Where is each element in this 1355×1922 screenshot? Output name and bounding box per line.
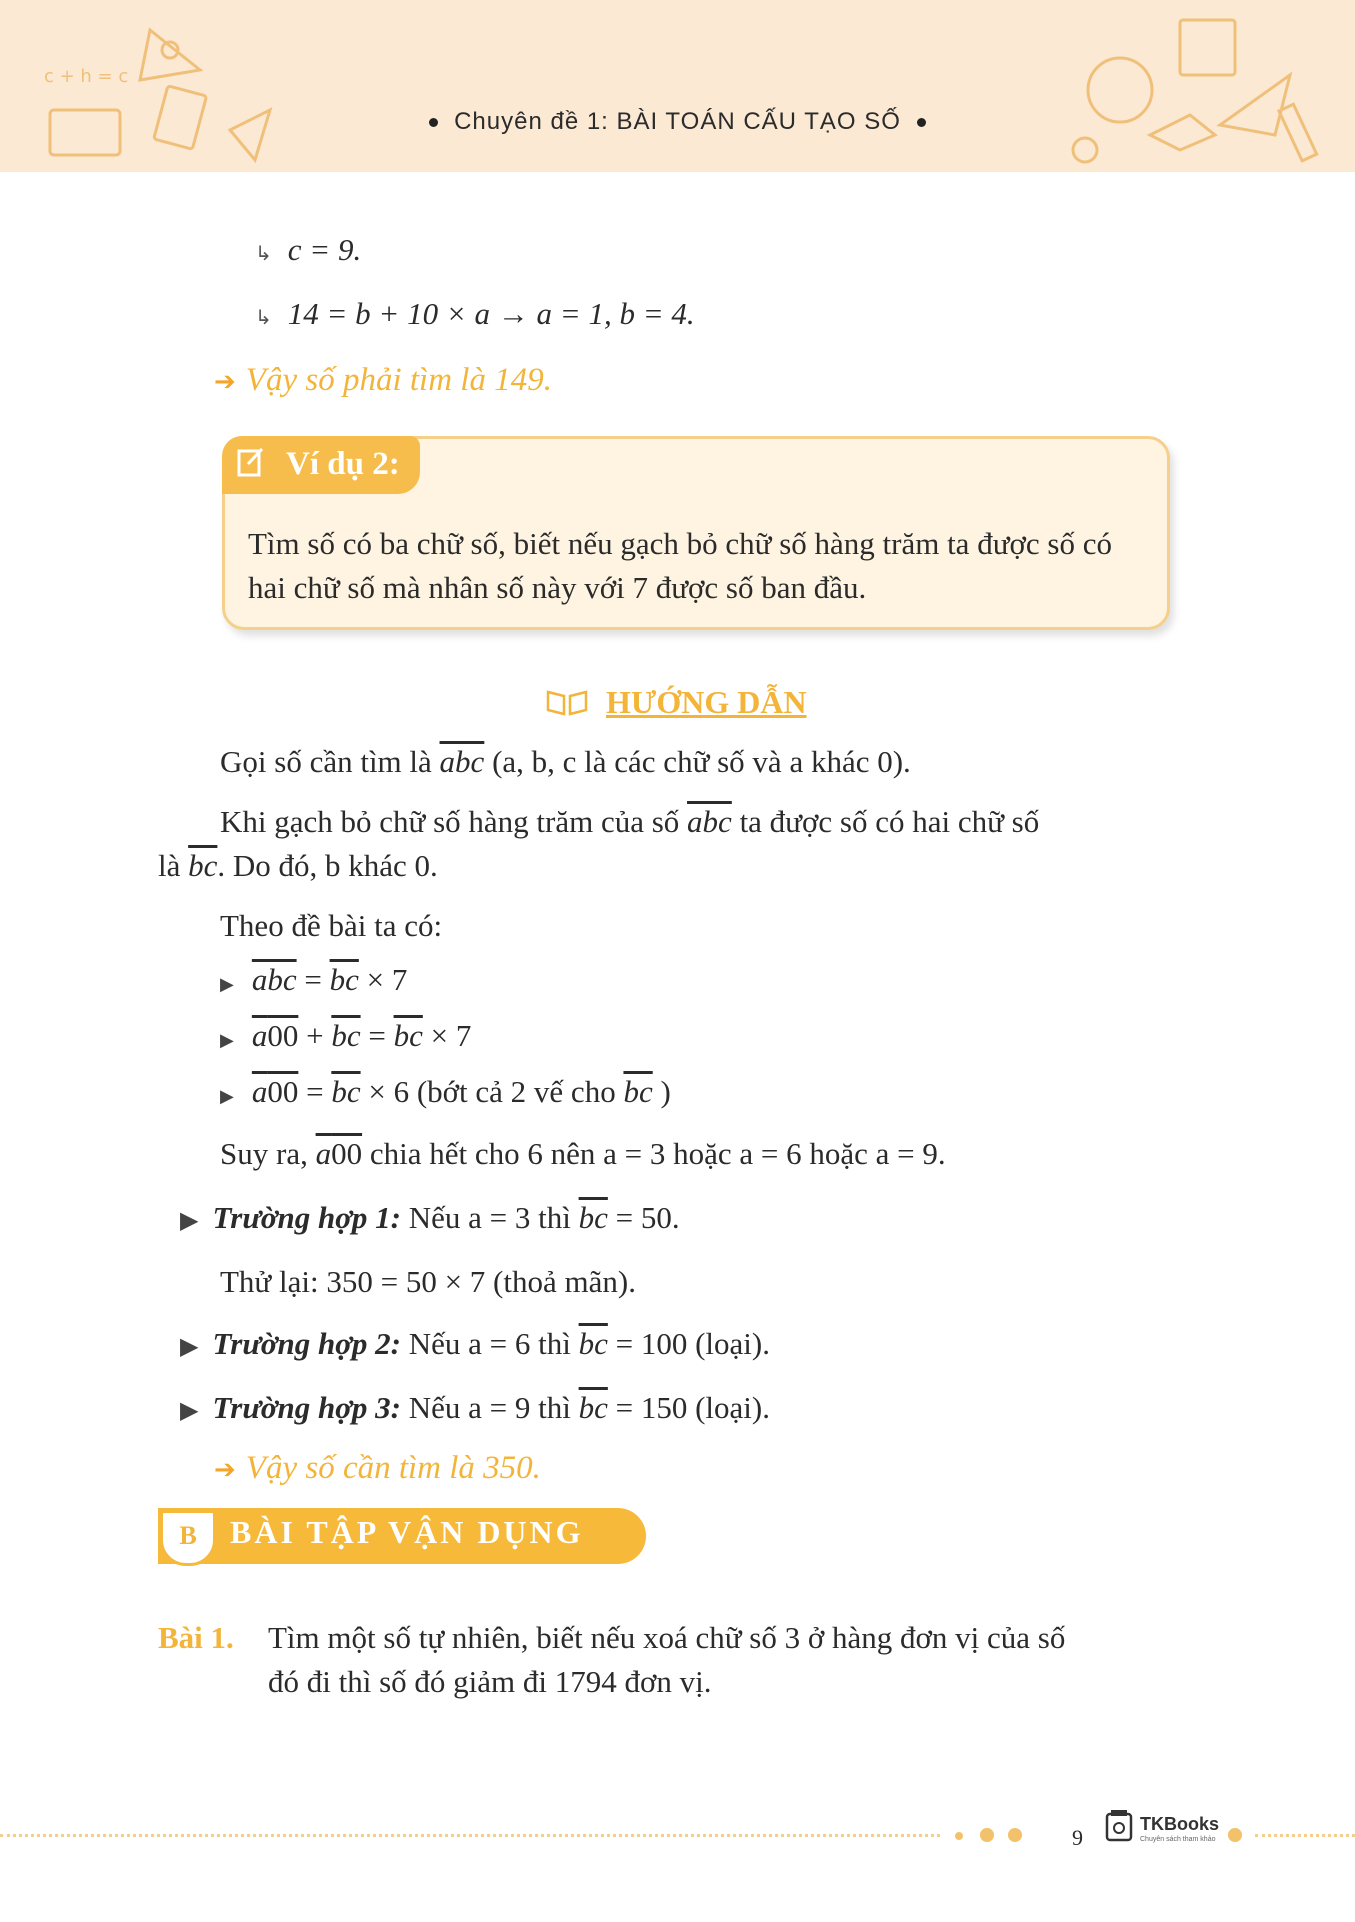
bullet-dot-icon [917,118,926,127]
arrow-right-icon: ➔ [214,367,236,397]
section-b-badge: B [160,1510,216,1566]
example-label: Ví dụ 2: [286,446,400,482]
guide-paragraph-2-cont: là $\overline{bc}$. Do đó, b khác 0. [158,848,438,883]
guide-paragraph-3: Theo đề bài ta có: [220,908,443,943]
school-doodle-right-icon [1060,15,1340,165]
equation-2: ▶ $a00 + \overline{bc} = \overline{bc} \times 7$ [220,1018,472,1053]
guide-paragraph-2: Khi gạch bỏ chữ số hàng trăm của số $\overline{abc}$ ta được số có hai chữ số [220,804,1040,839]
exercise-1-label: Bài 1. [158,1620,234,1655]
guide-paragraph-4: Suy ra, a00 chia hết cho 6 nên a = 3 hoặc a = 6 hoặc a = 9. [220,1136,946,1171]
case-1: ▶ Trường hợp 1: Nếu a = 3 thì $\overline{bc} = 50$. [180,1200,680,1235]
step-equation: ↳ 14 = b + 10 × a → a = 1, b = 4. [255,296,695,331]
guide-title: HƯỚNG DẪN [606,684,807,720]
svg-text:c + h = c: c + h = c [44,66,129,87]
triangle-bullet-icon: ▶ [180,1396,199,1424]
arrow-right-icon: ➔ [214,1455,236,1485]
equation-1: ▶ $\overline{abc} = \overline{bc} \times 7$ [220,962,408,997]
final-conclusion: ➔ Vậy số cần tìm là 350. [214,1450,541,1486]
case-2: ▶ Trường hợp 2: Nếu a = 6 thì $\overline{bc} = 100$ (loại). [180,1326,770,1361]
triangle-bullet-icon: ▶ [220,974,234,995]
chapter-title: Chuyên đề 1: BÀI TOÁN CẤU TẠO SỐ [454,108,901,135]
school-doodle-left-icon [30,10,290,170]
page-header [0,0,1355,172]
check-line: Thử lại: 350 = 50 × 7 (thoả mãn). [220,1264,636,1299]
footer-dotted-line [1255,1834,1355,1837]
step-c-value: ↳ c = 9. [255,232,362,267]
tkbooks-logo-icon [1104,1808,1136,1844]
hook-arrow-icon: ↳ [255,305,272,329]
guide-paragraph-1: Gọi số cần tìm là $\overline{abc}$ (a, b, c là các chữ số và a khác 0). [220,744,911,779]
footer-dot-icon [955,1832,963,1840]
open-book-icon [544,686,590,718]
intro-conclusion: ➔ Vậy số phải tìm là 149. [214,362,552,398]
edit-note-icon [236,446,266,478]
footer-dot-icon [1228,1828,1242,1842]
bullet-dot-icon [429,118,438,127]
brand-name: TKBooks [1140,1814,1220,1834]
triangle-bullet-icon: ▶ [220,1030,234,1051]
case-3: ▶ Trường hợp 3: Nếu a = 9 thì $\overline{bc} = 150$ (loại). [180,1390,770,1425]
exercise-1-line-2: đó đi thì số đó giảm đi 1794 đơn vị. [268,1664,712,1699]
footer-dot-icon [980,1828,994,1842]
brand-tagline: Chuyên sách tham khảo [1140,1836,1216,1843]
footer-dotted-line [0,1834,940,1837]
exercise-1-line-1: Tìm một số tự nhiên, biết nếu xoá chữ số 3 ở hàng đơn vị của số [268,1620,1066,1655]
triangle-bullet-icon: ▶ [180,1206,199,1234]
equation-3: ▶ $a00 = \overline{bc} \times 6$ (bớt cả 2 vế cho $\overline{bc}$ ) [220,1074,671,1109]
section-b-title: BÀI TẬP VẬN DỤNG [230,1514,584,1550]
footer-dot-icon [1008,1828,1022,1842]
triangle-bullet-icon: ▶ [220,1086,234,1107]
hook-arrow-icon: ↳ [255,241,272,265]
example-text: Tìm số có ba chữ số, biết nếu gạch bỏ chữ số hàng trăm ta được số có hai chữ số mà nhân số này với 7 được số ban đầu. [248,526,1112,605]
triangle-bullet-icon: ▶ [180,1332,199,1360]
page-number: 9 [1072,1825,1083,1850]
